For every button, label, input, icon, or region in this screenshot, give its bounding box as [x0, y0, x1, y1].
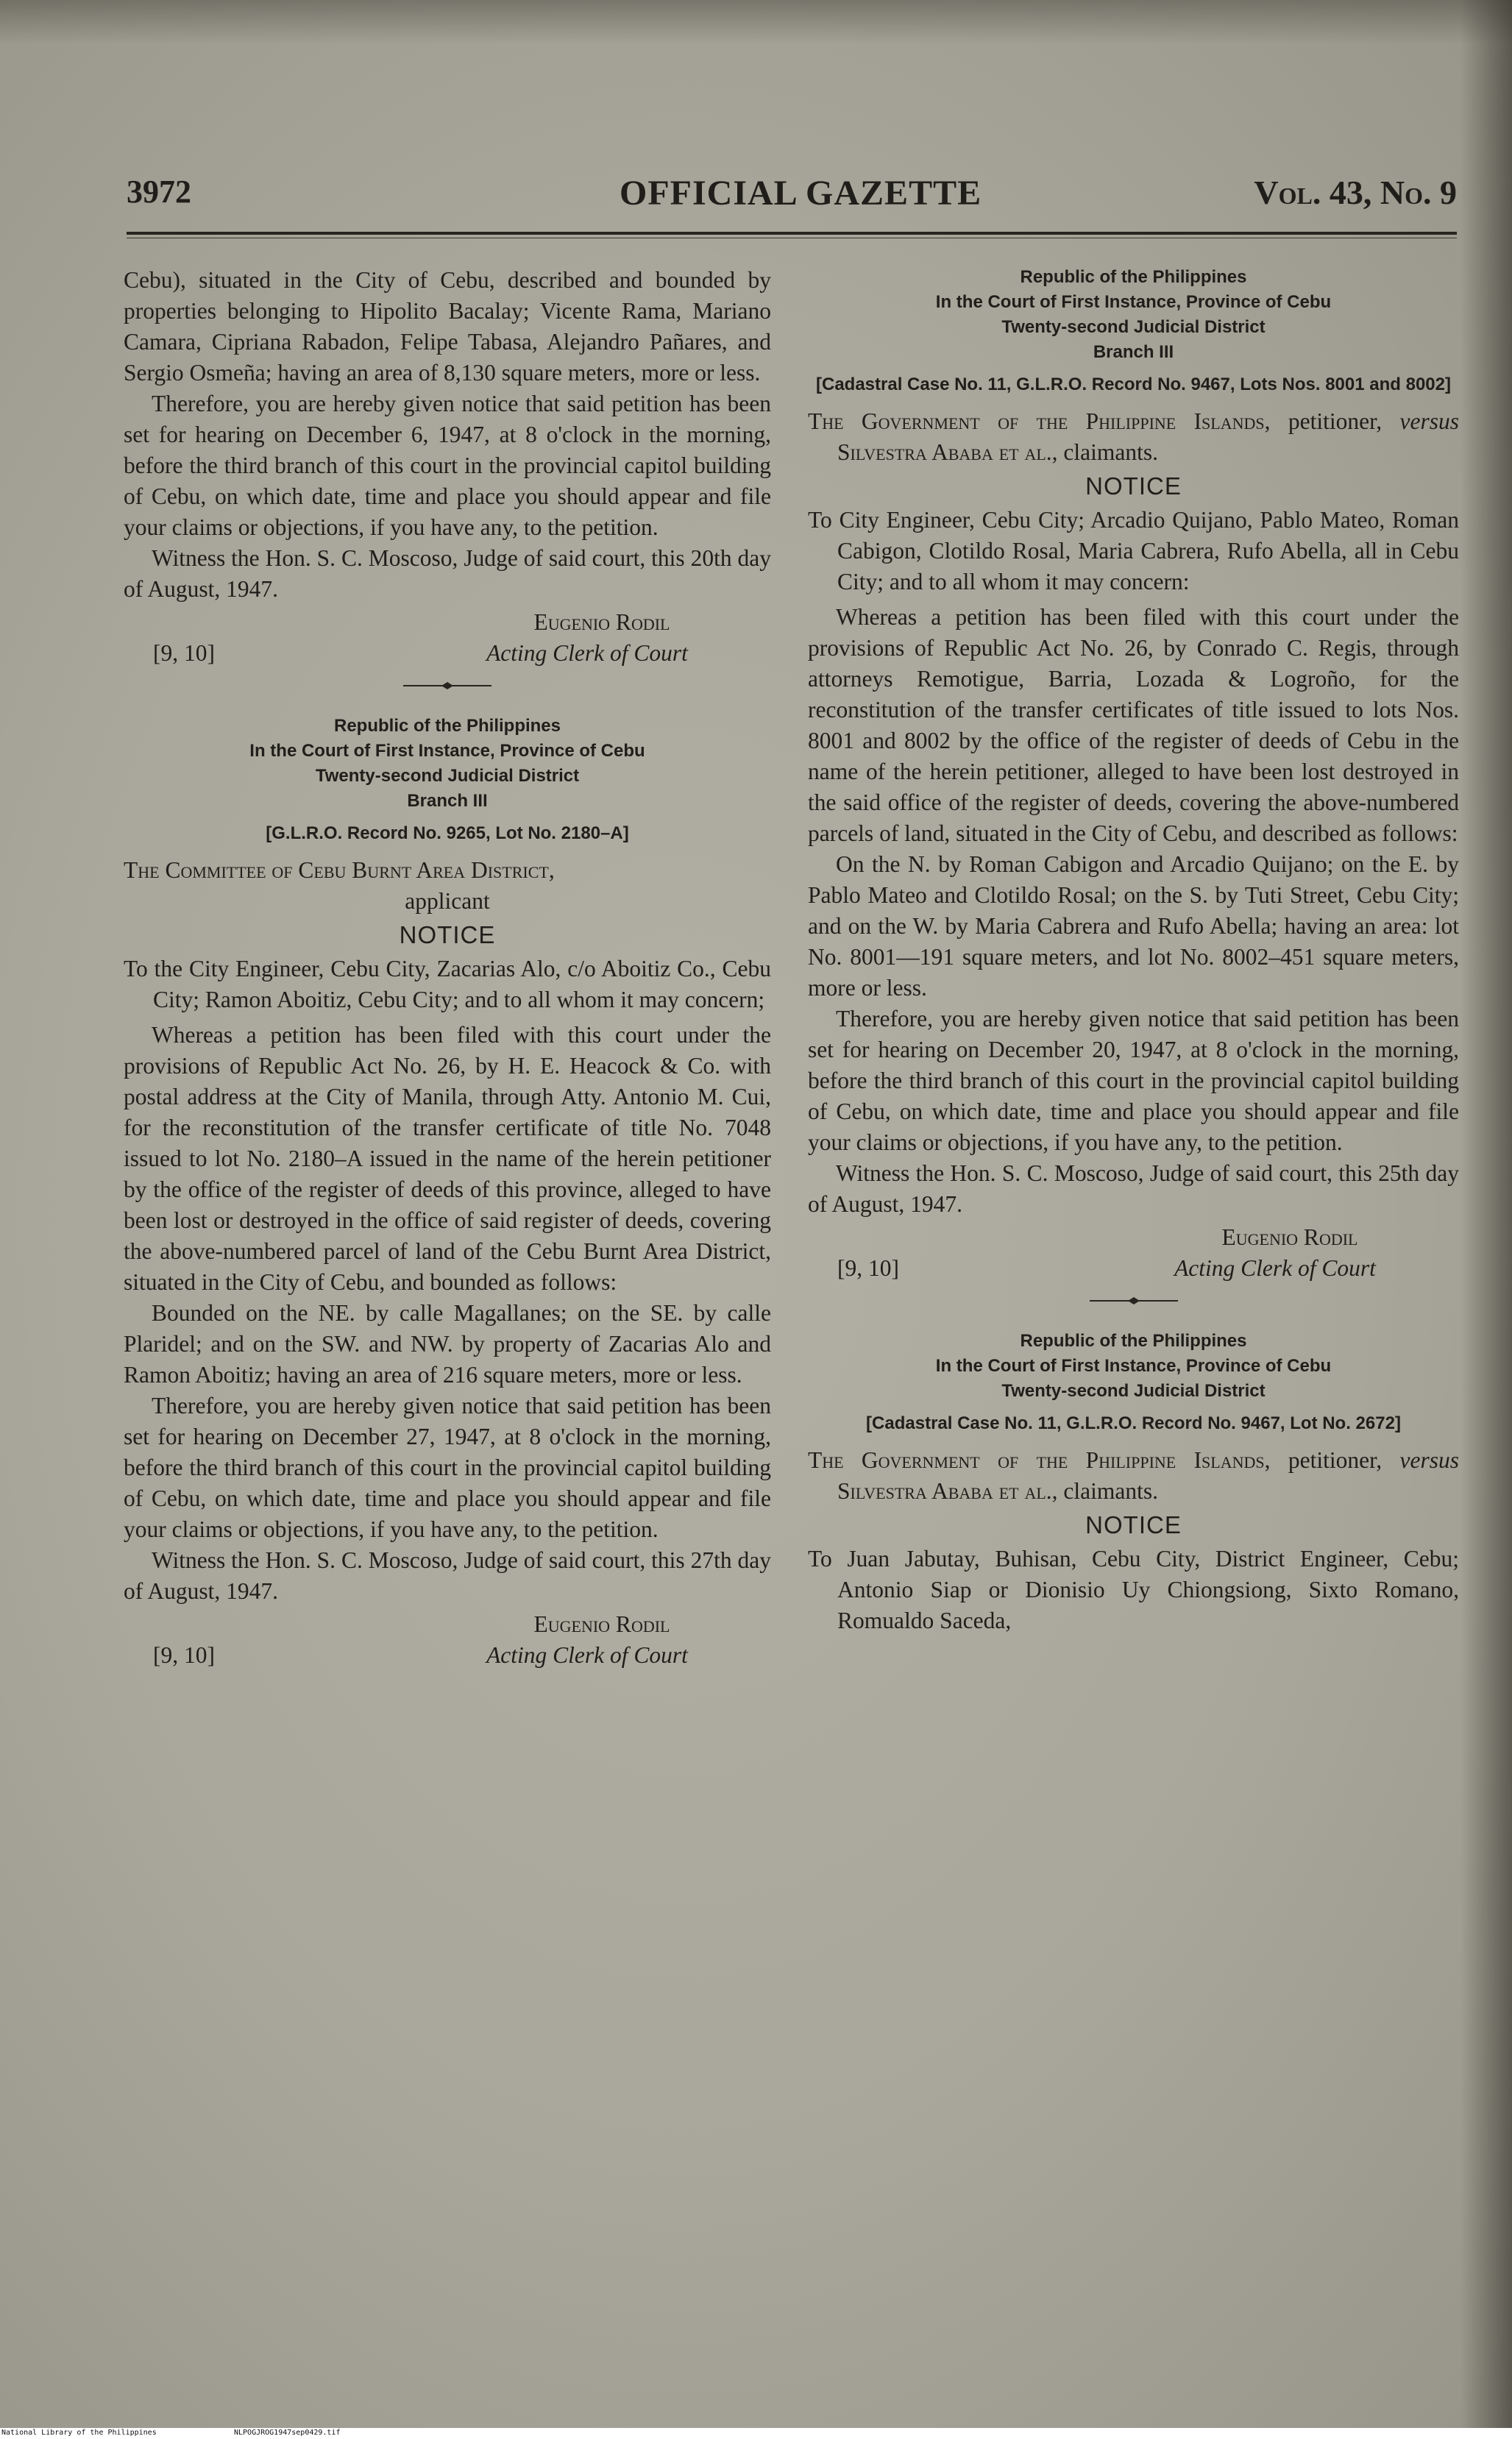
- clerk-name: Eugenio Rodil: [533, 1611, 670, 1637]
- clerk-title: Acting Clerk of Court: [1174, 1255, 1376, 1281]
- separator-ornament-icon: [1090, 1296, 1178, 1305]
- clerk-title: Acting Clerk of Court: [486, 640, 688, 666]
- claimant-name: Silvestra Ababa et al.,: [837, 439, 1058, 465]
- whereas-paragraph: Whereas a petition has been filed with this court under the provisions of Republic Act No. 26, by Conrado C. Regis, through attorneys Remotigue, Barria, Lozada & Logroño, for the reconstitution of the transfer certificates of title issued to lots Nos. 8001 and 8002 by the office of the register of deeds of Cebu in the name of the herein petitioner, alleged to have been lost destroyed in the said office of the register of deeds, covering the above-numbered parcels of land, situated in the City of Cebu, and described as follows:: [808, 604, 1459, 846]
- record-number: [Cadastral Case No. 11, G.L.R.O. Record No. 9467, Lots Nos. 8001 and 8002]: [816, 374, 1451, 394]
- page-header: [127, 173, 1457, 217]
- notice-heading: NOTICE: [1085, 1511, 1182, 1538]
- addressees: To the City Engineer, Cebu City, Zacarias Alo, c/o Aboitiz Co., Cebu City; Ramon Aboitiz, Cebu City; and to all whom it may concern;: [124, 956, 771, 1012]
- scan-filename: NLPOGJROG1947sep0429.tif: [234, 2429, 341, 2437]
- signature-block: [124, 1611, 771, 1673]
- left-column: [124, 265, 771, 1673]
- claimant-role: claimants.: [1057, 1478, 1159, 1504]
- clerk-name: Eugenio Rodil: [1221, 1224, 1358, 1250]
- court-line: Branch III: [407, 791, 488, 811]
- separator-ornament-icon: [403, 681, 491, 690]
- header-rule: [127, 232, 1457, 235]
- page-shadow-top: [0, 0, 1512, 44]
- witness-paragraph: Witness the Hon. S. C. Moscoso, Judge of said court, this 27th day of August, 1947.: [124, 1547, 771, 1604]
- record-number: [G.L.R.O. Record No. 9265, Lot No. 2180–A]: [266, 823, 629, 843]
- petitioner-name: The Government of the Philippine Islands,: [808, 1447, 1271, 1473]
- continued-paragraph: Cebu), situated in the City of Cebu, described and bounded by properties belonging to Hipolito Bacalay; Vicente Rama, Mariano Camara, Cipriana Rabadon, Felipe Tabasa, Alejandro Pañares, and Sergio Osmeña; having an area of 8,130 square meters, more or less.: [124, 267, 771, 386]
- court-line: Republic of the Philippines: [333, 716, 561, 736]
- party-role: applicant: [405, 888, 490, 914]
- party-line: The Committee of Cebu Burnt Area District,: [124, 857, 555, 883]
- court-line: Twenty-second Judicial District: [1001, 1381, 1266, 1401]
- hearing-paragraph: Therefore, you are hereby given notice that said petition has been set for hearing on December 6, 1947, at 8 o'clock in the morning, before the third branch of this court in the provincial capitol building of Cebu, on which date, time and place you should appear and file your claims or objections, if you have any, to the petition.: [124, 391, 771, 540]
- boundaries-paragraph: Bounded on the NE. by calle Magallanes; on the SE. by calle Plaridel; and on the SW. and NW. by property of Zacarias Alo and Ramon Aboitiz; having an area of 216 square meters, more or less.: [124, 1300, 771, 1388]
- party-line: [808, 1445, 1459, 1507]
- issue-reference: [9, 10]: [837, 1255, 899, 1281]
- volume-number: Vol. 43, No. 9: [1254, 174, 1457, 211]
- hearing-paragraph: Therefore, you are hereby given notice that said petition has been set for hearing on December 27, 1947, at 8 o'clock in the morning, before the third branch of this court in the provincial capitol building of Cebu, on which date, time and place you should appear and file your claims or objections, if you have any, to the petition.: [124, 1393, 771, 1542]
- court-line: Republic of the Philippines: [1020, 1331, 1247, 1351]
- clerk-name: Eugenio Rodil: [533, 609, 670, 635]
- signature-block: [124, 609, 771, 671]
- library-credit: National Library of the Philippines: [1, 2429, 157, 2437]
- notice-heading: NOTICE: [1085, 472, 1182, 500]
- page-shadow-right: [1460, 0, 1512, 2428]
- boundaries-paragraph: On the N. by Roman Cabigon and Arcadio Quijano; on the E. by Pablo Mateo and Clotildo Rosal; on the S. by Tuti Street, Cebu City; and on the W. by Maria Cabrera and Rufo Abella; having an area: lot No. 8001—191 square meters, and lot No. 8002–451 square meters, more or less.: [808, 851, 1459, 1001]
- page-number: 3972: [127, 174, 191, 210]
- versus-word: versus: [1399, 408, 1459, 434]
- claimant-role: claimants.: [1057, 439, 1159, 465]
- record-number: [Cadastral Case No. 11, G.L.R.O. Record No. 9467, Lot No. 2672]: [866, 1413, 1401, 1433]
- court-line: In the Court of First Instance, Province of Cebu: [935, 292, 1332, 312]
- witness-paragraph: Witness the Hon. S. C. Moscoso, Judge of said court, this 20th day of August, 1947.: [124, 545, 771, 602]
- petitioner-role: petitioner,: [1270, 408, 1400, 434]
- versus-word: versus: [1399, 1447, 1459, 1473]
- addressees: To Juan Jabutay, Buhisan, Cebu City, District Engineer, Cebu; Antonio Siap or Dionisio Uy Chiongsiong, Sixto Romano, Romualdo Saceda,: [808, 1546, 1459, 1633]
- witness-paragraph: Witness the Hon. S. C. Moscoso, Judge of said court, this 25th day of August, 1947.: [808, 1160, 1459, 1217]
- addressees: To City Engineer, Cebu City; Arcadio Quijano, Pablo Mateo, Roman Cabigon, Clotildo Rosal, Maria Cabrera, Rufo Abella, all in Cebu City; and to all whom it may concern:: [808, 507, 1459, 594]
- signature-block: [808, 1224, 1459, 1286]
- notice-heading: NOTICE: [399, 921, 496, 948]
- court-line: Twenty-second Judicial District: [1001, 317, 1266, 337]
- court-line: Branch III: [1093, 342, 1174, 362]
- court-line: Republic of the Philippines: [1020, 267, 1247, 287]
- issue-reference: [9, 10]: [153, 1642, 215, 1668]
- clerk-title: Acting Clerk of Court: [486, 1642, 688, 1668]
- hearing-paragraph: Therefore, you are hereby given notice that said petition has been set for hearing on December 20, 1947, at 8 o'clock in the morning, before the third branch of this court in the provincial capitol building of Cebu, on which date, time and place you should appear and file your claims or objections, if you have any, to the petition.: [808, 1006, 1459, 1155]
- scan-footer: [0, 2428, 1512, 2439]
- issue-reference: [9, 10]: [153, 640, 215, 666]
- claimant-name: Silvestra Ababa et al.,: [837, 1478, 1058, 1504]
- court-line: In the Court of First Instance, Province of Cebu: [249, 741, 645, 761]
- whereas-paragraph: Whereas a petition has been filed with this court under the provisions of Republic Act No. 26, by H. E. Heacock & Co. with postal address at the City of Manila, through Atty. Antonio M. Cui, for the reconstitution of the transfer certificate of title No. 7048 issued to lot No. 2180–A issued in the name of the herein petitioner by the office of the register of deeds of this province, alleged to have been lost or destroyed in the office of said register of deeds, covering the above-numbered parcel of land of the Cebu Burnt Area District, situated in the City of Cebu, and bounded as follows:: [124, 1022, 771, 1295]
- publication-title: OFFICIAL GAZETTE: [620, 174, 982, 213]
- section-separator: [124, 671, 771, 714]
- section-separator: [808, 1286, 1459, 1329]
- party-line: [808, 406, 1459, 468]
- court-line: Twenty-second Judicial District: [315, 766, 580, 786]
- right-column: [808, 265, 1459, 1636]
- court-line: In the Court of First Instance, Province of Cebu: [935, 1356, 1332, 1376]
- petitioner-role: petitioner,: [1270, 1447, 1400, 1473]
- petitioner-name: The Government of the Philippine Islands,: [808, 408, 1271, 434]
